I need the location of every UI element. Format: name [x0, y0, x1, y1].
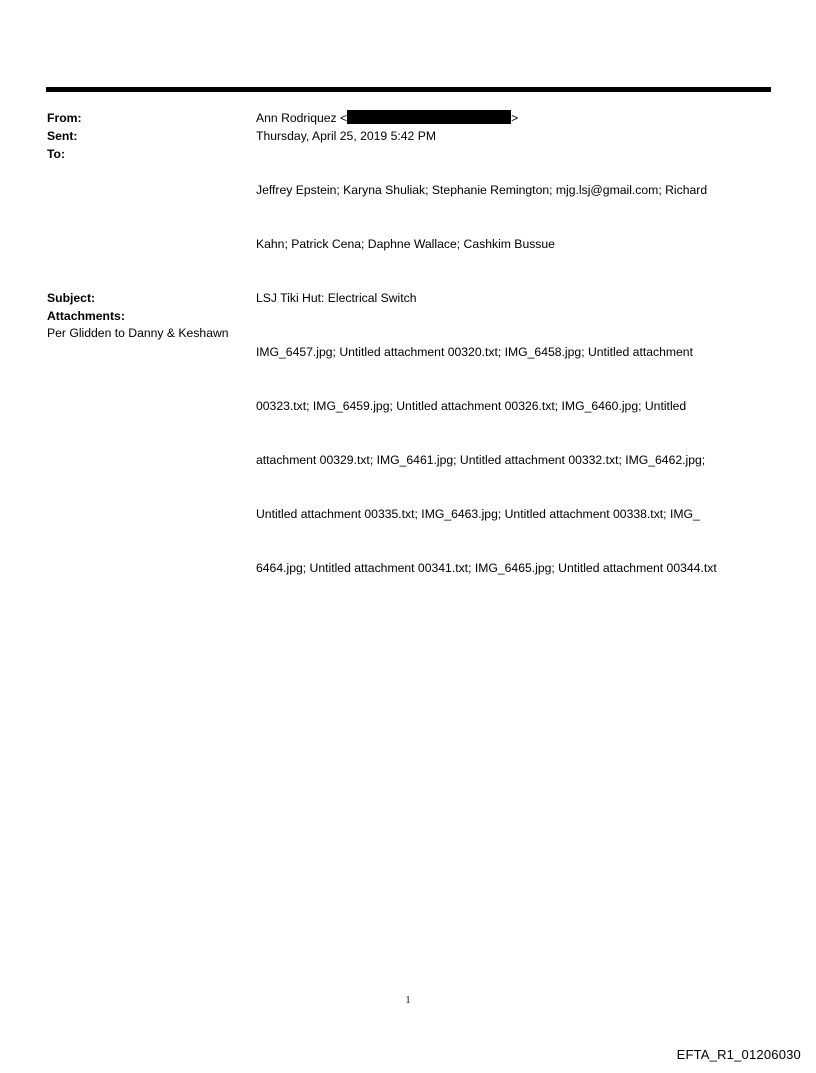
email-header-block	[47, 109, 777, 613]
from-open-bracket: <	[336, 111, 348, 125]
attachments-line: 6464.jpg; Untitled attachment 00341.txt; IMG_6465.jpg; Untitled attachment 00344.txt	[256, 561, 717, 575]
attachments-label: Attachments:	[47, 309, 125, 323]
to-line: Jeffrey Epstein; Karyna Shuliak; Stephanie Remington; mjg.lsj@gmail.com; Richard	[256, 183, 708, 197]
sent-value: Thursday, April 25, 2019 5:42 PM	[256, 129, 436, 143]
subject-value: LSJ Tiki Hut: Electrical Switch	[256, 291, 417, 305]
to-row	[47, 145, 777, 289]
page-number: 1	[405, 995, 411, 1006]
subject-label: Subject:	[47, 291, 96, 305]
to-value	[256, 145, 777, 289]
attachments-row	[47, 307, 777, 613]
email-body: Per Glidden to Danny & Keshawn	[47, 326, 229, 340]
redaction-box	[347, 110, 511, 124]
header-divider	[46, 87, 771, 92]
to-line: Kahn; Patrick Cena; Daphne Wallace; Cashkim Bussue	[256, 237, 555, 251]
subject-row	[47, 289, 777, 307]
from-value	[256, 109, 777, 127]
attachments-line: 00323.txt; IMG_6459.jpg; Untitled attachment 00326.txt; IMG_6460.jpg; Untitled	[256, 399, 687, 413]
attachments-value	[256, 307, 777, 613]
attachments-line: attachment 00329.txt; IMG_6461.jpg; Untitled attachment 00332.txt; IMG_6462.jpg;	[256, 453, 706, 467]
sent-row	[47, 127, 777, 145]
from-name: Ann Rodriquez	[256, 111, 337, 125]
attachments-line: IMG_6457.jpg; Untitled attachment 00320.txt; IMG_6458.jpg; Untitled attachment	[256, 345, 693, 359]
attachments-line: Untitled attachment 00335.txt; IMG_6463.jpg; Untitled attachment 00338.txt; IMG_	[256, 507, 700, 521]
sent-label: Sent:	[47, 129, 78, 143]
from-label: From:	[47, 111, 82, 125]
document-id: EFTA_R1_01206030	[676, 1047, 801, 1062]
to-label: To:	[47, 147, 66, 161]
from-row	[47, 109, 777, 127]
from-close-bracket: >	[511, 111, 519, 125]
